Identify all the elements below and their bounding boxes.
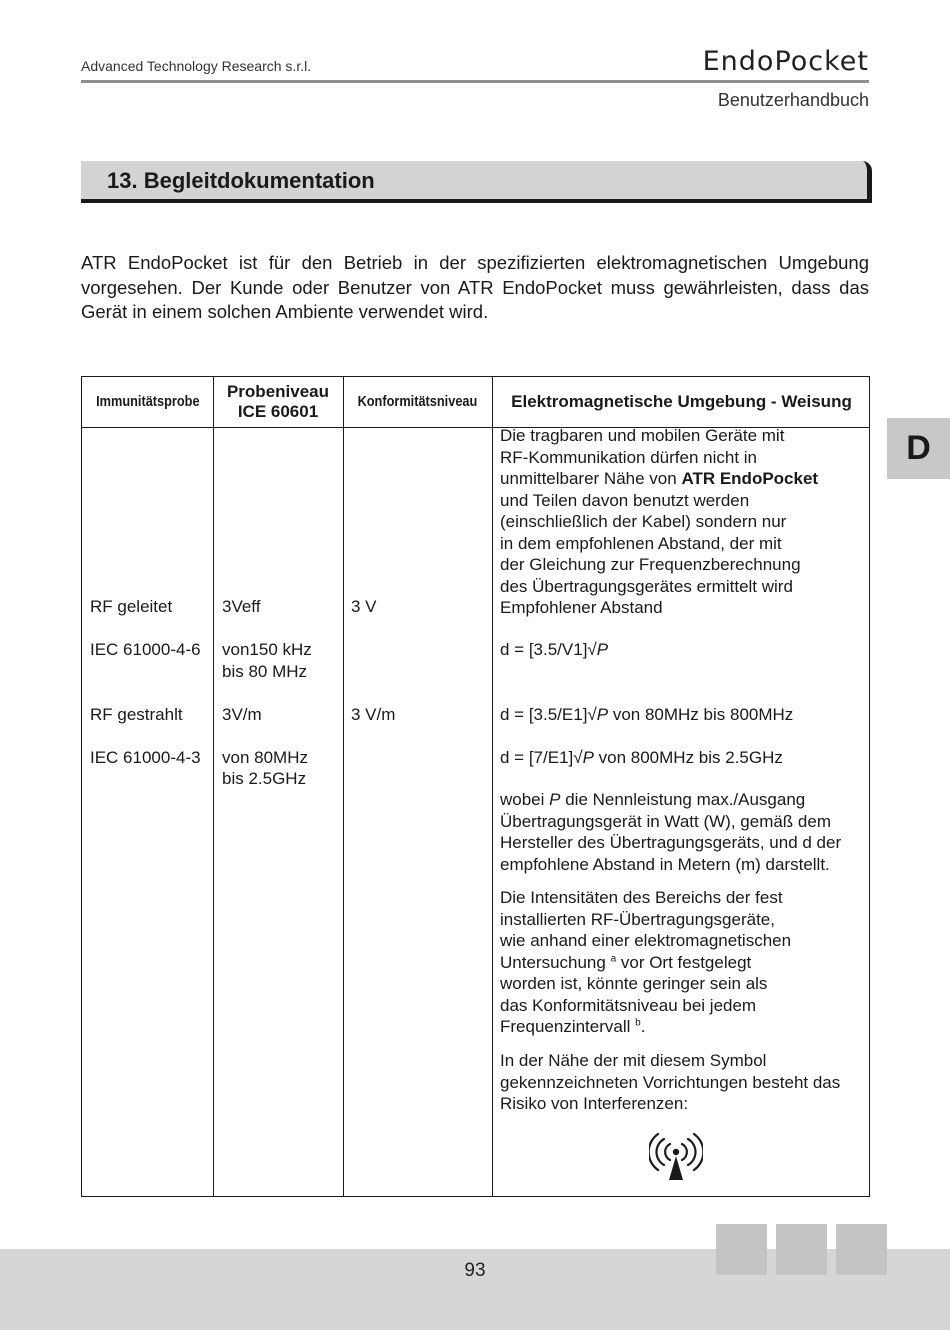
- company-name: Advanced Technology Research s.r.l.: [81, 58, 312, 74]
- conducted-test-level: 3Veff: [222, 597, 261, 616]
- brand-logo: EndoPocket: [702, 46, 869, 77]
- iec-conducted-label: IEC 61000-4-6: [90, 640, 201, 659]
- guidance-line: Hersteller des Übertragungsgeräts, und d der: [500, 833, 842, 852]
- guidance-line: Untersuchung $^a$ vor Ort festgelegt: [500, 952, 752, 972]
- guidance-line: Frequenzintervall $^b$.: [500, 1017, 646, 1036]
- conducted-compliance: 3 V: [351, 597, 377, 616]
- guidance-paragraph-3: [500, 887, 866, 1038]
- side-tab: D: [887, 418, 950, 479]
- table-divider-3: [492, 377, 493, 1196]
- guidance-line: (einschließlich der Kabel) sondern nur: [500, 512, 787, 531]
- radiated-range-line2: bis 2.5GHz: [222, 769, 307, 788]
- guidance-line: worden ist, könnte geringer sein als: [500, 974, 768, 993]
- guidance-line: In der Nähe der mit diesem Symbol: [500, 1051, 767, 1070]
- guidance-paragraph-4: [500, 1050, 866, 1115]
- guidance-line: installierten RF-Übertragungsgeräte,: [500, 909, 775, 929]
- radiated-compliance: 3 V/m: [351, 705, 396, 724]
- rf-conducted-label: RF geleitet: [90, 597, 173, 616]
- guidance-line: RF-Kommunikation dürfen nicht in: [500, 447, 758, 467]
- radiated-test-level: 3V/m: [222, 705, 262, 724]
- guidance-paragraph-2: [500, 789, 866, 875]
- iec-radiated-label: IEC 61000-4-3: [90, 748, 201, 767]
- formula-radiated-low: d = [3.5/E1]√P von 80MHz bis 800MHz: [500, 705, 794, 724]
- conducted-range-line2: bis 80 MHz: [222, 662, 308, 681]
- header-em-environment: [492, 377, 871, 427]
- table-divider-1: [213, 377, 214, 1196]
- guidance-line: des Übertragungsgerätes ermittelt wird: [500, 576, 793, 596]
- guidance-paragraph-1: [500, 425, 866, 619]
- guidance-line: wobei P die Nennleistung max./Ausgang: [500, 790, 806, 809]
- guidance-line: Empfohlener Abstand: [500, 598, 663, 617]
- emc-table: [81, 376, 870, 1197]
- formula-radiated-high: d = [7/E1]√P von 800MHz bis 2.5GHz: [500, 748, 783, 767]
- header-test-level-line1: Probeniveau: [226, 382, 330, 401]
- header-compliance-level-label: Konformitätsniveau: [357, 393, 478, 410]
- manual-subtitle: Benutzerhandbuch: [717, 90, 869, 110]
- guidance-line: gekennzeichneten Vorrichtungen besteht das: [500, 1072, 841, 1092]
- guidance-line: Übertragungsgerät in Watt (W), gemäß dem: [500, 811, 831, 831]
- conducted-range-line1: von150 kHz: [222, 640, 312, 659]
- header-rule: [81, 80, 869, 83]
- header-compliance-level: [343, 377, 492, 427]
- guidance-line: Die Intensitäten des Bereichs der fest: [500, 888, 783, 907]
- non-ionizing-radiation-icon: [649, 1132, 703, 1182]
- rf-radiated-label: RF gestrahlt: [90, 705, 183, 724]
- guidance-line: empfohlene Abstand in Metern (m) darstellt.: [500, 854, 830, 874]
- section-heading-bar: [81, 161, 872, 203]
- header-test-level-line2: ICE 60601: [237, 402, 319, 421]
- guidance-line: wie anhand einer elektromagnetischen: [500, 931, 792, 950]
- guidance-line: unmittelbarer Nähe von ATR EndoPocket: [500, 469, 819, 488]
- table-divider-2: [343, 377, 344, 1196]
- guidance-line: der Gleichung zur Frequenzberechnung: [500, 555, 801, 574]
- header-test-level: [213, 377, 343, 427]
- guidance-line: Risiko von Interferenzen:: [500, 1094, 689, 1113]
- header-immunity-test-label: Immunitätsprobe: [95, 393, 200, 410]
- formula-conducted: d = [3.5/V1]√P: [500, 640, 609, 659]
- intro-paragraph: ATR EndoPocket ist für den Betrieb in der spezifizierten elektromagnetischen Umgebung vorgesehen. Der Kunde oder Benutzer von ATR EndoPocket muss gewährleisten, dass das Gerät in einem solchen Ambiente verwendet wird.: [81, 252, 869, 322]
- guidance-line: das Konformitätsniveau bei jedem: [500, 995, 757, 1015]
- section-title: 13. Begleitdokumentation: [107, 168, 375, 193]
- guidance-line: in dem empfohlenen Abstand, der mit: [500, 533, 782, 553]
- product-name: ATR EndoPocket: [681, 469, 819, 488]
- header-immunity-test: [82, 377, 213, 427]
- guidance-line: und Teilen davon benutzt werden: [500, 490, 750, 510]
- radiated-range-line1: von 80MHz: [222, 748, 308, 767]
- guidance-line: Die tragbaren und mobilen Geräte mit: [500, 426, 785, 445]
- header-em-environment-label: Elektromagnetische Umgebung - Weisung: [511, 392, 852, 411]
- page-number: 93: [464, 1260, 486, 1281]
